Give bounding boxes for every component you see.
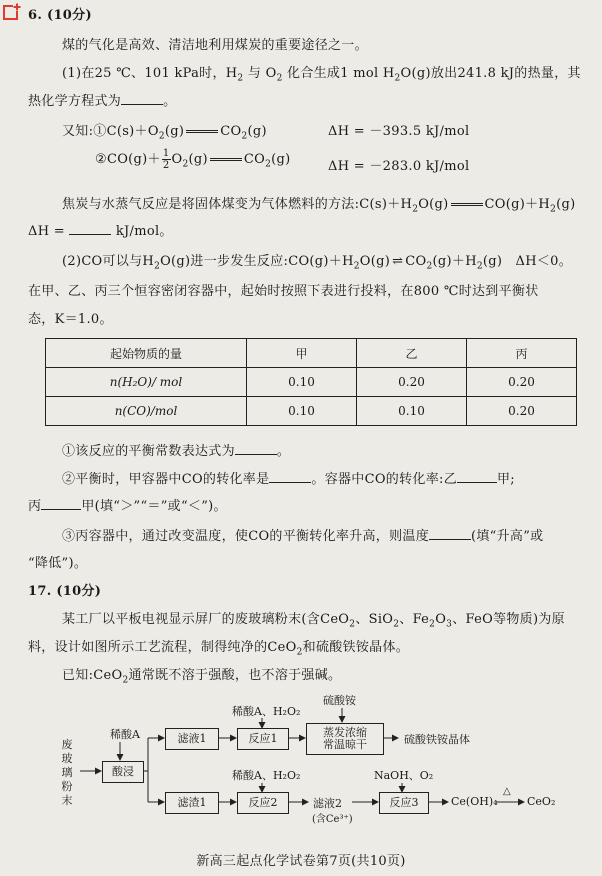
q17-intro-line2: 料，设计如图所示工艺流程，制得纯净的CeO$_2$和硫酸铁铵晶体。 (28, 640, 410, 658)
flow-ammonium-sulfate: 硫酸铵 (323, 694, 356, 707)
q16-intro: 煤的气化是高效、清洁地利用煤炭的重要途径之一。 (62, 38, 368, 53)
flow-box-reaction3: 反应3 (379, 792, 429, 814)
flow-naoh: NaOH、O₂ (374, 769, 434, 782)
q17-intro-line1: 某工厂以平板电视显示屏厂的废玻璃粉末(含CeO$_2$、SiO$_2$、$Fe_2O_3$、FeO等物质)为原 (62, 612, 565, 630)
flow-product1: 硫酸铁铵晶体 (404, 733, 470, 746)
q16-r2-dh: ΔH = －283.0 kJ/mol (328, 159, 470, 174)
flow-filtrate2: 滤液2 (313, 797, 342, 810)
flow-filtrate2-note: (含Ce³⁺) (312, 814, 353, 825)
flow-source: 废玻璃粉末 (61, 738, 73, 807)
flow-reagent-top: 稀酸A、H₂O₂ (232, 705, 301, 718)
q16-dh-line: ΔH = kJ/mol。 (28, 224, 173, 239)
flow-acid-a: 稀酸A (110, 728, 140, 741)
q16-known-r1: 又知$:①C(s)+O_2(g)$ $CO_2(g)$ (62, 124, 267, 142)
fraction-half: $\frac{1}{2}$ (162, 148, 170, 171)
table-cell: 0.10 (247, 397, 357, 426)
flow-box-evap: 蒸发浓缩 常温晾干 (306, 723, 384, 755)
table-header-cell: 丙 (467, 339, 577, 368)
q16-sub3-line1: ③丙容器中，通过改变温度，使CO的平衡转化率升高，则温度 (填“升高”或 (62, 529, 544, 544)
flow-box-reaction2: 反应2 (237, 792, 289, 814)
flow-box-residue1: 滤渣1 (165, 792, 219, 814)
q16-sub3-line2: “降低”)。 (28, 556, 88, 571)
flow-box-reaction1: 反应1 (237, 728, 289, 750)
q16-part1-line2: 热化学方程式为 。 (28, 94, 177, 109)
flow-heat: △ (503, 786, 511, 797)
q16-sub2-line2: 丙 甲(填“＞”“＝”或“＜”)。 (28, 499, 227, 514)
question-17-header: 17. (10分) (28, 584, 102, 599)
q16-known-r2: ②CO(g)＋ $\frac{1}{2}$ $O_2(g)$ $CO_2(g)$ (95, 148, 291, 171)
page-footer: 新高三起点化学试卷第7页(共10页) (196, 854, 406, 869)
flow-box-filtrate1: 滤液1 (165, 728, 219, 750)
q16-part2-line1: (2)CO可以与$H_2O(g)$进一步发生反应$:CO(g)+H_2O(g)$ ⇌ $CO_2(g)+H_2(g)$ ΔH＜0。 (62, 254, 573, 272)
flow-ceo2: CeO₂ (527, 795, 556, 808)
table-cell: 0.20 (467, 368, 577, 397)
q16-sub2-line1: ②平衡时，甲容器中CO的转化率是 。容器中CO的转化率:乙 甲; (62, 472, 515, 487)
table-header-cell: 甲 (247, 339, 357, 368)
question-16-header: 6. (10分) (28, 8, 92, 23)
q16-part2-line2: 在甲、乙、丙三个恒容密闭容器中，起始时按照下表进行投料，在800 ℃时达到平衡状 (28, 284, 539, 299)
q17-known: 已知:CeO$_2$通常既不溶于强酸，也不溶于强碱。 (62, 668, 342, 686)
q16-part2-line3: 态，K＝1.0。 (28, 312, 113, 327)
q16-r1-dh: ΔH = －393.5 kJ/mol (328, 124, 470, 139)
table-cell: 0.20 (357, 368, 467, 397)
q16-sub1: ①该反应的平衡常数表达式为 。 (62, 444, 291, 459)
q16-coke-line: 焦炭与水蒸气反应是将固体煤变为气体燃料的方法$:C(s)+H_2O(g)$ $CO(g)+H_2(g)$ (62, 197, 576, 215)
table-cell: 0.10 (357, 397, 467, 426)
reversible-arrow-icon: ⇌ (392, 254, 404, 269)
table-cell: n(CO)/mol (46, 397, 247, 426)
flow-ceoh4: Ce(OH)₄ (451, 795, 498, 808)
flow-box-leach: 酸浸 (102, 761, 144, 783)
q16-part1-line1: (1)在25 ℃、101 kPa时，$H_2$ 与 $O_2$ 化合生成1 mol $H_2O(g)$放出241.8 kJ的热量，其 (62, 66, 581, 84)
table-header-cell: 乙 (357, 339, 467, 368)
table-cell: 0.10 (247, 368, 357, 397)
table-header-cell: 起始物质的量 (46, 339, 247, 368)
table-cell: 0.20 (467, 397, 577, 426)
flow-reagent-mid: 稀酸A、H₂O₂ (232, 769, 301, 782)
table-cell: n(H₂O)/ mol (46, 368, 247, 397)
